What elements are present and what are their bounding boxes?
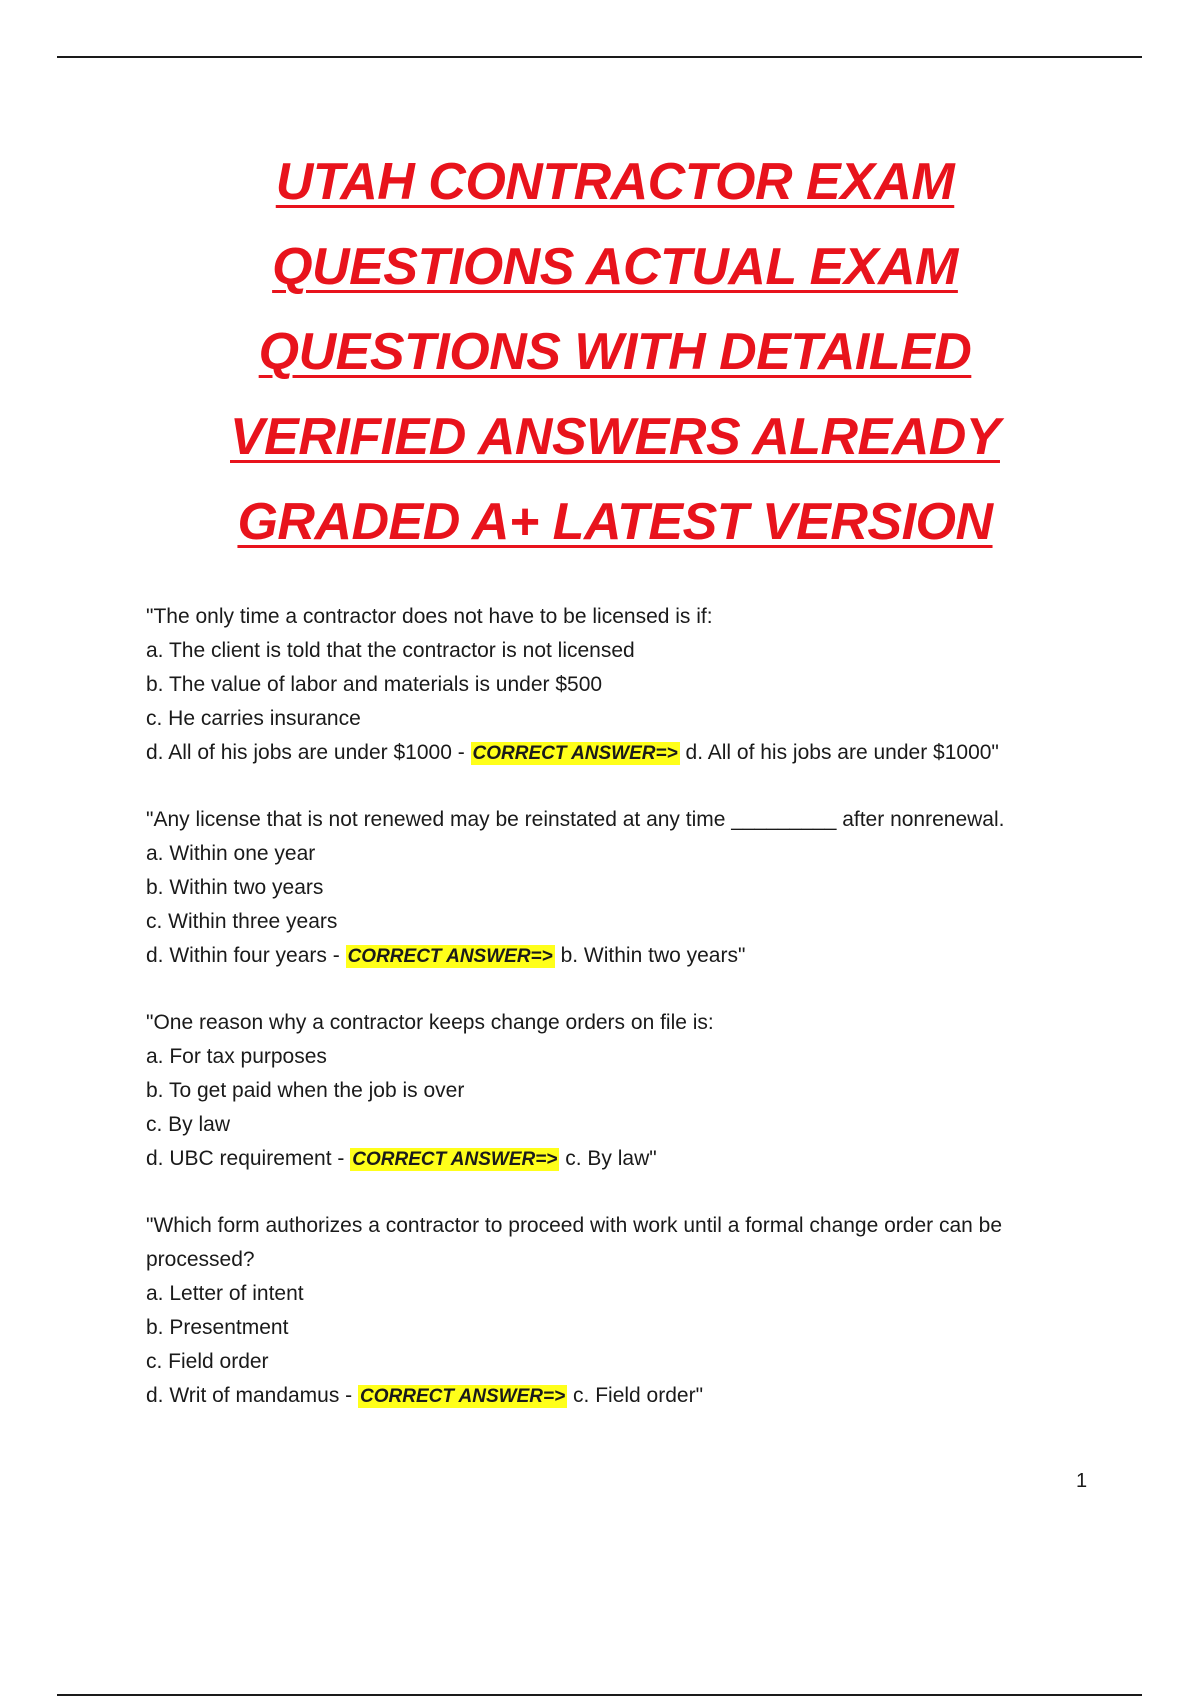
question-stem: "Which form authorizes a contractor to proceed with work until a formal change order can be processed?: [146, 1214, 1003, 1271]
correct-answer-text: b. Within two years": [560, 944, 746, 967]
correct-answer-text: d. All of his jobs are under $1000": [685, 741, 999, 764]
title-line: VERIFIED ANSWERS ALREADY: [230, 408, 1000, 466]
answer-option: d. All of his jobs are under $1000 -: [146, 741, 465, 764]
question-stem: "Any license that is not renewed may be reinstated at any time _________ after nonrenewal.: [146, 808, 1005, 831]
correct-answer-text: c. By law": [565, 1147, 657, 1170]
answer-option: d. Within four years -: [146, 944, 340, 967]
correct-answer-text: c. Field order": [573, 1384, 704, 1407]
page-number: 1: [1076, 1470, 1088, 1492]
question-block: [146, 1209, 1086, 1414]
correct-answer-tag: CORRECT ANSWER=>: [347, 946, 553, 967]
answer-option: a. Letter of intent: [146, 1282, 304, 1305]
question-block: [146, 803, 1086, 974]
answer-option: b. Presentment: [146, 1316, 289, 1339]
answer-option-with-key: [146, 939, 1086, 974]
title-line: QUESTIONS ACTUAL EXAM: [272, 238, 958, 296]
question-stem: "The only time a contractor does not have to be licensed is if:: [146, 605, 713, 628]
answer-option: a. The client is told that the contractor is not licensed: [146, 639, 635, 662]
footer-rule: [57, 1694, 1142, 1696]
answer-option-with-key: [146, 1379, 1086, 1414]
title-line: UTAH CONTRACTOR EXAM: [275, 153, 955, 211]
title-line: GRADED A+ LATEST VERSION: [237, 493, 993, 551]
answer-option: b. The value of labor and materials is under $500: [146, 673, 603, 696]
answer-option: c. Within three years: [146, 910, 338, 933]
question-block: [146, 600, 1086, 771]
answer-option: d. Writ of mandamus -: [146, 1384, 353, 1407]
answer-option: a. For tax purposes: [146, 1045, 327, 1068]
correct-answer-tag: CORRECT ANSWER=>: [360, 1386, 566, 1407]
answer-option: d. UBC requirement -: [146, 1147, 345, 1170]
answer-option-with-key: [146, 1142, 1086, 1177]
answer-option: c. By law: [146, 1113, 231, 1136]
correct-answer-tag: CORRECT ANSWER=>: [352, 1149, 558, 1170]
question-block: [146, 1006, 1086, 1177]
answer-option: b. Within two years: [146, 876, 324, 899]
questions-list: [146, 600, 1086, 1446]
answer-option: b. To get paid when the job is over: [146, 1079, 465, 1102]
document-title: [0, 140, 1200, 565]
answer-option-with-key: [146, 736, 1086, 771]
answer-option: c. He carries insurance: [146, 707, 361, 730]
correct-answer-tag: CORRECT ANSWER=>: [472, 743, 678, 764]
question-stem: "One reason why a contractor keeps change orders on file is:: [146, 1011, 714, 1034]
title-line: QUESTIONS WITH DETAILED: [258, 323, 972, 381]
answer-option: a. Within one year: [146, 842, 316, 865]
header-rule: [57, 56, 1142, 58]
answer-option: c. Field order: [146, 1350, 269, 1373]
